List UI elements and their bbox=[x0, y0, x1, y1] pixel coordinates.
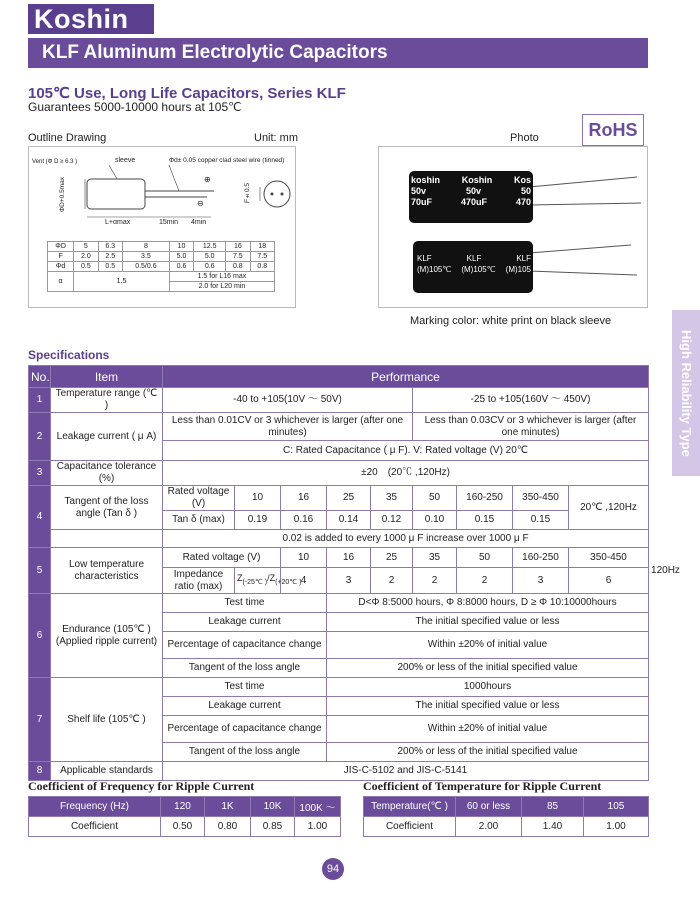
row-number: 6 bbox=[29, 594, 51, 678]
item-label: Shelf life (105℃ ) bbox=[51, 678, 163, 762]
coef-cell: 2.00 bbox=[456, 817, 522, 837]
rohs-badge: RoHS bbox=[582, 114, 644, 146]
spec-value: 25 bbox=[371, 548, 413, 568]
item-label bbox=[51, 594, 163, 678]
dim-cell: 0.8 bbox=[226, 262, 250, 272]
spec-note: C: Rated Capacitance ( μ F). V: Rated voltage (V) 20℃ bbox=[163, 441, 649, 461]
dim-cell: α bbox=[48, 272, 74, 292]
spec-value: 50 bbox=[413, 486, 457, 511]
dim-cell: 0.5 bbox=[74, 262, 98, 272]
cap-text: 50v bbox=[411, 186, 427, 196]
dim-cell: 5 bbox=[74, 242, 98, 252]
coef-header: 85 bbox=[522, 797, 584, 817]
dim-cell: 0.6 bbox=[194, 262, 226, 272]
coef-cell: Coefficient bbox=[29, 817, 161, 837]
cap-print-top bbox=[411, 175, 531, 208]
spec-value: 35 bbox=[371, 486, 413, 511]
spec-value: Less than 0.03CV or 3 whichever is larger (after one minutes) bbox=[413, 413, 649, 441]
spec-value: -25 to +105(160V ～ 450V) bbox=[413, 388, 649, 413]
spec-value: 0.14 bbox=[327, 511, 371, 530]
spec-value: 25 bbox=[327, 486, 371, 511]
dim-cell: 0.5/0.6 bbox=[123, 262, 170, 272]
cap-text: (M)105℃ bbox=[461, 265, 496, 274]
temp-coef-table bbox=[363, 796, 649, 837]
pitch-label: F±0.5 bbox=[244, 183, 251, 204]
row-number: 7 bbox=[29, 678, 51, 762]
spec-value: 6 bbox=[569, 568, 649, 594]
spec-note: 0.02 is added to every 1000 μ F increase over 1000 μ F bbox=[163, 530, 649, 548]
cap-text: 470uF bbox=[460, 197, 487, 207]
lead-length-label: 15min bbox=[159, 219, 179, 226]
marking-caption: Marking color: white print on black sleeve bbox=[410, 315, 612, 327]
row-number: 3 bbox=[29, 461, 51, 486]
row-number: 8 bbox=[29, 762, 51, 781]
dim-cell: 0.8 bbox=[250, 262, 274, 272]
coef-header: 1K bbox=[205, 797, 251, 817]
plus-icon: ⊕ bbox=[204, 175, 211, 184]
freq-coef-table bbox=[28, 796, 341, 837]
coef-header: 100K ～ bbox=[295, 797, 341, 817]
coef-cell: Coefficient bbox=[364, 817, 456, 837]
dim-cell: 10 bbox=[169, 242, 193, 252]
spec-value: 0.19 bbox=[235, 511, 281, 530]
spec-value: 350-450 bbox=[513, 486, 569, 511]
dim-cell: 7.5 bbox=[226, 252, 250, 262]
coef-cell: 0.80 bbox=[205, 817, 251, 837]
coef-cell: 1.40 bbox=[522, 817, 584, 837]
coef-header: Frequency (Hz) bbox=[29, 797, 161, 817]
spec-value: The initial specified value or less bbox=[327, 613, 649, 632]
spec-value: 10 bbox=[235, 486, 281, 511]
row-number: 5 bbox=[29, 548, 51, 594]
header-item: Item bbox=[51, 366, 163, 388]
dim-cell: 6.3 bbox=[98, 242, 122, 252]
z-separator: / bbox=[267, 573, 270, 584]
spec-value: The initial specified value or less bbox=[327, 697, 649, 716]
spec-value: Less than 0.01CV or 3 whichever is larger (after one minutes) bbox=[163, 413, 413, 441]
dim-cell: F bbox=[48, 252, 74, 262]
header-performance: Performance bbox=[163, 366, 649, 388]
item-label: Low temperature characteristics bbox=[51, 548, 163, 594]
spec-value: 0.12 bbox=[371, 511, 413, 530]
impedance-formula bbox=[235, 568, 302, 594]
outline-label: Outline Drawing bbox=[28, 132, 107, 144]
minus-icon: ⊖ bbox=[197, 199, 204, 208]
guarantee-text: Guarantees 5000-10000 hours at 105℃ bbox=[28, 100, 242, 114]
spec-value: 4 bbox=[281, 568, 327, 594]
spec-value: D<Φ 8:5000 hours, Φ 8:8000 hours, D ≥ Φ 10:10000hours bbox=[327, 594, 649, 613]
dim-cell: 3.5 bbox=[123, 252, 170, 262]
spec-value: 2 bbox=[457, 568, 513, 594]
page-title: KLF Aluminum Electrolytic Capacitors bbox=[28, 38, 648, 68]
sub-label: Rated voltage (V) bbox=[163, 548, 281, 568]
coef-header: 120 bbox=[161, 797, 205, 817]
temp-coef-heading: Coefficient of Temperature for Ripple Current bbox=[363, 779, 602, 793]
dim-cell: 12.5 bbox=[194, 242, 226, 252]
spec-value: 160-250 bbox=[457, 486, 513, 511]
spec-value: 2 bbox=[371, 568, 413, 594]
dim-cell: 8 bbox=[123, 242, 170, 252]
z-symbol: Z bbox=[237, 573, 243, 584]
spec-value: 0.10 bbox=[413, 511, 457, 530]
item-label: Applicable standards bbox=[51, 762, 163, 781]
dim-cell: 5.0 bbox=[169, 252, 193, 262]
spec-value: 0.16 bbox=[281, 511, 327, 530]
wire-label: Φd± 0.05 copper clad steel wire (tinned) bbox=[169, 157, 285, 164]
dim-cell: ΦD bbox=[48, 242, 74, 252]
sub-label: Leakage current bbox=[163, 697, 327, 716]
spec-value: 0.15 bbox=[513, 511, 569, 530]
cap-text: KLF bbox=[466, 254, 482, 263]
page-number: 94 bbox=[322, 858, 344, 880]
cap-text: Kos bbox=[513, 175, 531, 185]
cap-print-bottom bbox=[417, 253, 531, 275]
header-no: No. bbox=[29, 366, 51, 388]
spec-value: 160-250 bbox=[513, 548, 569, 568]
side-tab: High Reliability Type bbox=[672, 310, 700, 476]
dim-cell: 2.0 bbox=[74, 252, 98, 262]
spec-value: 10 bbox=[281, 548, 327, 568]
spec-value: 3 bbox=[327, 568, 371, 594]
capacitor-photo-svg bbox=[379, 147, 647, 307]
coef-header: 60 or less bbox=[456, 797, 522, 817]
coef-cell: 0.85 bbox=[251, 817, 295, 837]
sub-label: Test time bbox=[163, 678, 327, 697]
row-number: 4 bbox=[29, 486, 51, 548]
dim-cell: 7.5 bbox=[250, 252, 274, 262]
item-line: (Applied ripple current) bbox=[55, 635, 158, 647]
cap-text: KLF bbox=[516, 254, 531, 263]
sub-label: Test time bbox=[163, 594, 327, 613]
z-symbol: Z bbox=[269, 573, 276, 584]
item-label: Tangent of the loss angle (Tan δ ) bbox=[51, 486, 163, 530]
coef-cell: 0.50 bbox=[161, 817, 205, 837]
z-subscript: (+20℃ ) bbox=[275, 578, 302, 586]
spec-value: 3 bbox=[513, 568, 569, 594]
item-line: Endurance (105℃ ) bbox=[62, 623, 151, 635]
dim-cell: 0.5 bbox=[98, 262, 122, 272]
spec-value: -40 to +105(10V ～ 50V) bbox=[163, 388, 413, 413]
spec-value: 350-450 bbox=[569, 548, 649, 568]
diameter-label: ΦD+0.5max bbox=[59, 177, 66, 212]
item-label: Leakage current ( μ A) bbox=[51, 413, 163, 461]
sub-label: Rated voltage (V) bbox=[163, 486, 235, 511]
spec-value: 200% or less of the initial specified value bbox=[327, 743, 649, 762]
spec-value: 35 bbox=[413, 548, 457, 568]
vent-label: Vent (Φ D ≥ 6.3 ) bbox=[32, 159, 78, 165]
dim-cell: 16 bbox=[226, 242, 250, 252]
item-label-continued bbox=[51, 530, 163, 548]
sub-label: Tangent of the loss angle bbox=[163, 659, 327, 678]
dimension-table bbox=[47, 241, 275, 292]
sleeve-label: sleeve bbox=[115, 157, 136, 164]
dim-cell: 1.5 bbox=[74, 272, 170, 292]
product-photo bbox=[378, 146, 648, 308]
lead-end-label: 4min bbox=[191, 219, 207, 226]
item-label: Capacitance tolerance (%) bbox=[51, 461, 163, 486]
spec-value: ±20 (20℃ ,120Hz) bbox=[163, 461, 649, 486]
brand-logo: Koshin bbox=[28, 4, 154, 34]
sub-label: Percentage of capacitance change bbox=[163, 632, 327, 659]
specifications-heading: Specifications bbox=[28, 348, 110, 362]
spec-condition: 20℃ ,120Hz bbox=[569, 486, 649, 530]
sub-label: Leakage current bbox=[163, 613, 327, 632]
cap-text: 50v bbox=[465, 186, 482, 196]
coef-header: 105 bbox=[584, 797, 649, 817]
spec-value: 16 bbox=[327, 548, 371, 568]
row-number: 1 bbox=[29, 388, 51, 413]
cap-text: Koshin bbox=[461, 175, 493, 185]
specifications-table: No. Item Performance 1 Temperature range (℃ ) -40 to +105(10V ～ 50V) -25 to +105(160V ～ 450V) 2 Leakage current ( μ A) Less than 0.01CV or 3 whichever is larger (after one minutes) Less than 0.03CV or 3 whichever is larger (after one minutes) C: Rated Capacitance ( μ F). V: Rated voltage (V) 20℃ 3 Capacitance tolerance (%) ±20 (20℃ ,120Hz) 4 Tangent of the loss angle (Tan δ ) Rated voltage (V) 10 16 25 35 50 160-250 350-450 20℃ ,120Hz Tan δ (max) 0.19 0.16 0.14 0.12 0.10 0.15 0.15 0.02 is added to every 1000 μ F increase over 1000 μ F 5 Low temperature characteristics Rated voltage (V) 10 16 25 35 50 160-250 350-450 120Hz Impedance ratio (max) $Z_{(-25℃ )}/Z_{(+20℃ )}$ 4 3 2 2 2 3 6 6 Endurance (105℃ ) (Applied ripple current) Test time D<Φ 8:5000 hours, Φ 8:8000 hours, D ≥ Φ 10:10000hours Leakage current The initial specified value or less Percentage of capacitance change Within ±20% of initial value Tangent of the loss angle 200% or less of the initial specified value 7 Shelf life (105℃ ) Test time 1000hours Leakage current The initial specified value or less Percentage of capacitance change Within ±20% of initial value Tangent of the loss angle 200% or less of the initial specified value 8 Applicable standards JIS-C-5102 and JIS-C-5141 bbox=[28, 365, 649, 781]
z-subscript: (-25℃ ) bbox=[242, 578, 268, 586]
dim-cell: 0.6 bbox=[169, 262, 193, 272]
spec-value: JIS-C-5102 and JIS-C-5141 bbox=[163, 762, 649, 781]
cap-text: 70uF bbox=[411, 197, 433, 207]
sub-label: Tan δ (max) bbox=[163, 511, 235, 530]
cap-text: 470 bbox=[515, 197, 531, 207]
dim-cell: 18 bbox=[250, 242, 274, 252]
spec-value: 0.15 bbox=[457, 511, 513, 530]
coef-header: 10K bbox=[251, 797, 295, 817]
spec-value: 50 bbox=[457, 548, 513, 568]
spec-value: 1000hours bbox=[327, 678, 649, 697]
coef-cell: 1.00 bbox=[584, 817, 649, 837]
spec-value: Within ±20% of initial value bbox=[327, 632, 649, 659]
spec-value: Within ±20% of initial value bbox=[327, 716, 649, 743]
item-label: Temperature range (℃ ) bbox=[51, 388, 163, 413]
length-label: L+αmax bbox=[105, 219, 131, 226]
sub-label: Tangent of the loss angle bbox=[163, 743, 327, 762]
dim-cell: 1.5 for L16 max bbox=[169, 272, 274, 282]
cap-text: (M)105℃ bbox=[417, 265, 452, 274]
cap-text: KLF bbox=[417, 254, 432, 263]
sub-label: Percentage of capacitance change bbox=[163, 716, 327, 743]
cap-text: koshin bbox=[411, 175, 441, 185]
coef-header: Temperature(℃ ) bbox=[364, 797, 456, 817]
freq-coef-heading: Coefficient of Frequency for Ripple Current bbox=[28, 779, 255, 793]
cap-text: (M)105 bbox=[505, 265, 531, 274]
coef-cell: 1.00 bbox=[295, 817, 341, 837]
sub-label: Impedance ratio (max) bbox=[163, 568, 235, 594]
spec-value: 200% or less of the initial specified value bbox=[327, 659, 649, 678]
row-number: 2 bbox=[29, 413, 51, 461]
photo-label: Photo bbox=[510, 132, 539, 144]
dim-cell: 2.0 for L20 min bbox=[169, 282, 274, 292]
series-title: 105℃ Use, Long Life Capacitors, Series KLF bbox=[28, 85, 346, 102]
unit-label: Unit: mm bbox=[254, 132, 298, 144]
cap-text: 50 bbox=[520, 186, 531, 196]
spec-value: 16 bbox=[281, 486, 327, 511]
dim-cell: 2.5 bbox=[98, 252, 122, 262]
outline-drawing bbox=[28, 146, 296, 308]
dim-cell: 5.0 bbox=[194, 252, 226, 262]
spec-value: 2 bbox=[413, 568, 457, 594]
dim-cell: Φd bbox=[48, 262, 74, 272]
